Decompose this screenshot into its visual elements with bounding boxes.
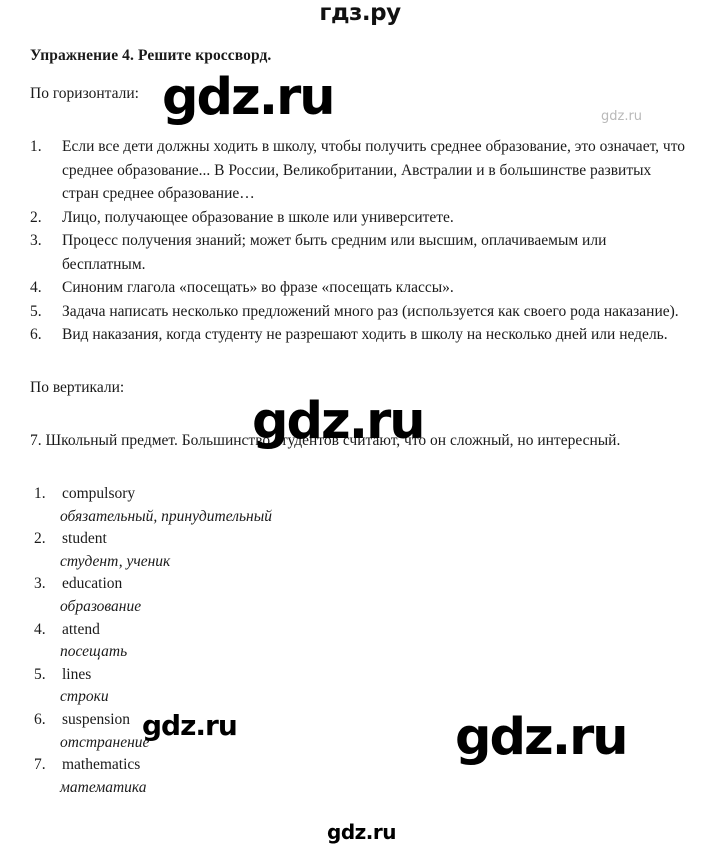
list-item: [30, 573, 690, 618]
list-item: [30, 709, 690, 754]
clue-number: 4.: [30, 279, 42, 296]
list-item: [30, 229, 690, 276]
list-item: [30, 664, 690, 709]
answer-translation: образование: [60, 597, 142, 615]
clue-number: 5.: [30, 302, 42, 320]
document-content: [30, 46, 690, 799]
clue-text: Задача написать несколько предложений много раз (используется как своего рода наказание).: [62, 302, 679, 320]
answer-number: 1.: [34, 485, 46, 502]
answer-term: attend: [62, 620, 100, 638]
list-item: [30, 300, 690, 324]
answer-term: lines: [62, 665, 92, 683]
across-section-label: По горизонтали:: [30, 85, 139, 102]
list-item: [30, 276, 690, 300]
watermark-gdz-right-lower: gdz.ru: [455, 708, 627, 767]
list-item: [30, 135, 690, 206]
clue-text: Синоним глагола «посещать» во фразе «посещать классы».: [62, 279, 454, 296]
clue-text: Лицо, получающее образование в школе или университете.: [62, 208, 454, 226]
watermark-gdz-middle: gdz.ru: [252, 392, 424, 451]
list-item: [30, 323, 690, 347]
list-item: [30, 483, 690, 528]
watermark-gdz-left-lower: gdz.ru: [142, 709, 237, 742]
down-section-label: По вертикали:: [30, 378, 125, 396]
site-logo: гдз.ру: [319, 0, 401, 26]
answer-translation: строки: [60, 688, 109, 706]
watermark-gdz-bottom: gdz.ru: [327, 820, 396, 844]
across-clue-list: [30, 135, 690, 347]
exercise-title: Упражнение 4. Решите кроссворд.: [30, 47, 272, 64]
answer-translation: обязательный, принудительный: [60, 507, 272, 525]
watermark-gdz-top: gdz.ru: [162, 68, 334, 127]
answer-list: [30, 483, 690, 799]
clue-number: 2.: [30, 208, 42, 226]
answer-term: compulsory: [62, 485, 136, 502]
down-clue-7: 7. Школьный предмет. Большинство студентов считают, что он сложный, но интересный.: [30, 431, 621, 449]
answer-term: suspension: [62, 710, 131, 728]
list-item: [30, 206, 690, 230]
clue-number: 1.: [30, 138, 42, 155]
list-item: [30, 619, 690, 664]
clue-text: Если все дети должны ходить в школу, чтобы получить среднее образование, это означает, что среднее образование... В России, Великобритании, Австралии и в большинстве развитых стран среднее образование…: [62, 138, 686, 202]
answer-term: education: [62, 575, 123, 593]
answer-term: mathematics: [62, 756, 141, 774]
answer-translation: студент, ученик: [60, 552, 171, 570]
clue-text: Процесс получения знаний; может быть средним или высшим, оплачиваемым или бесплатным.: [62, 232, 607, 273]
answer-number: 6.: [34, 710, 46, 728]
answer-number: 3.: [34, 575, 46, 593]
watermark-gdz-small-right: gdz.ru: [601, 109, 643, 124]
answer-number: 4.: [34, 620, 46, 638]
answer-translation: математика: [60, 778, 147, 796]
list-item: [30, 528, 690, 573]
clue-number: 3.: [30, 232, 42, 249]
answer-translation: посещать: [60, 643, 128, 661]
clue-text: Вид наказания, когда студенту не разрешают ходить в школу на несколько дней или недель.: [62, 326, 668, 343]
answer-number: 7.: [34, 756, 46, 774]
clue-number: 6.: [30, 326, 42, 343]
answer-term: student: [62, 530, 107, 548]
answer-number: 2.: [34, 530, 46, 548]
answer-translation: отстранение: [60, 733, 150, 751]
list-item: [30, 754, 690, 799]
answer-number: 5.: [34, 665, 46, 683]
